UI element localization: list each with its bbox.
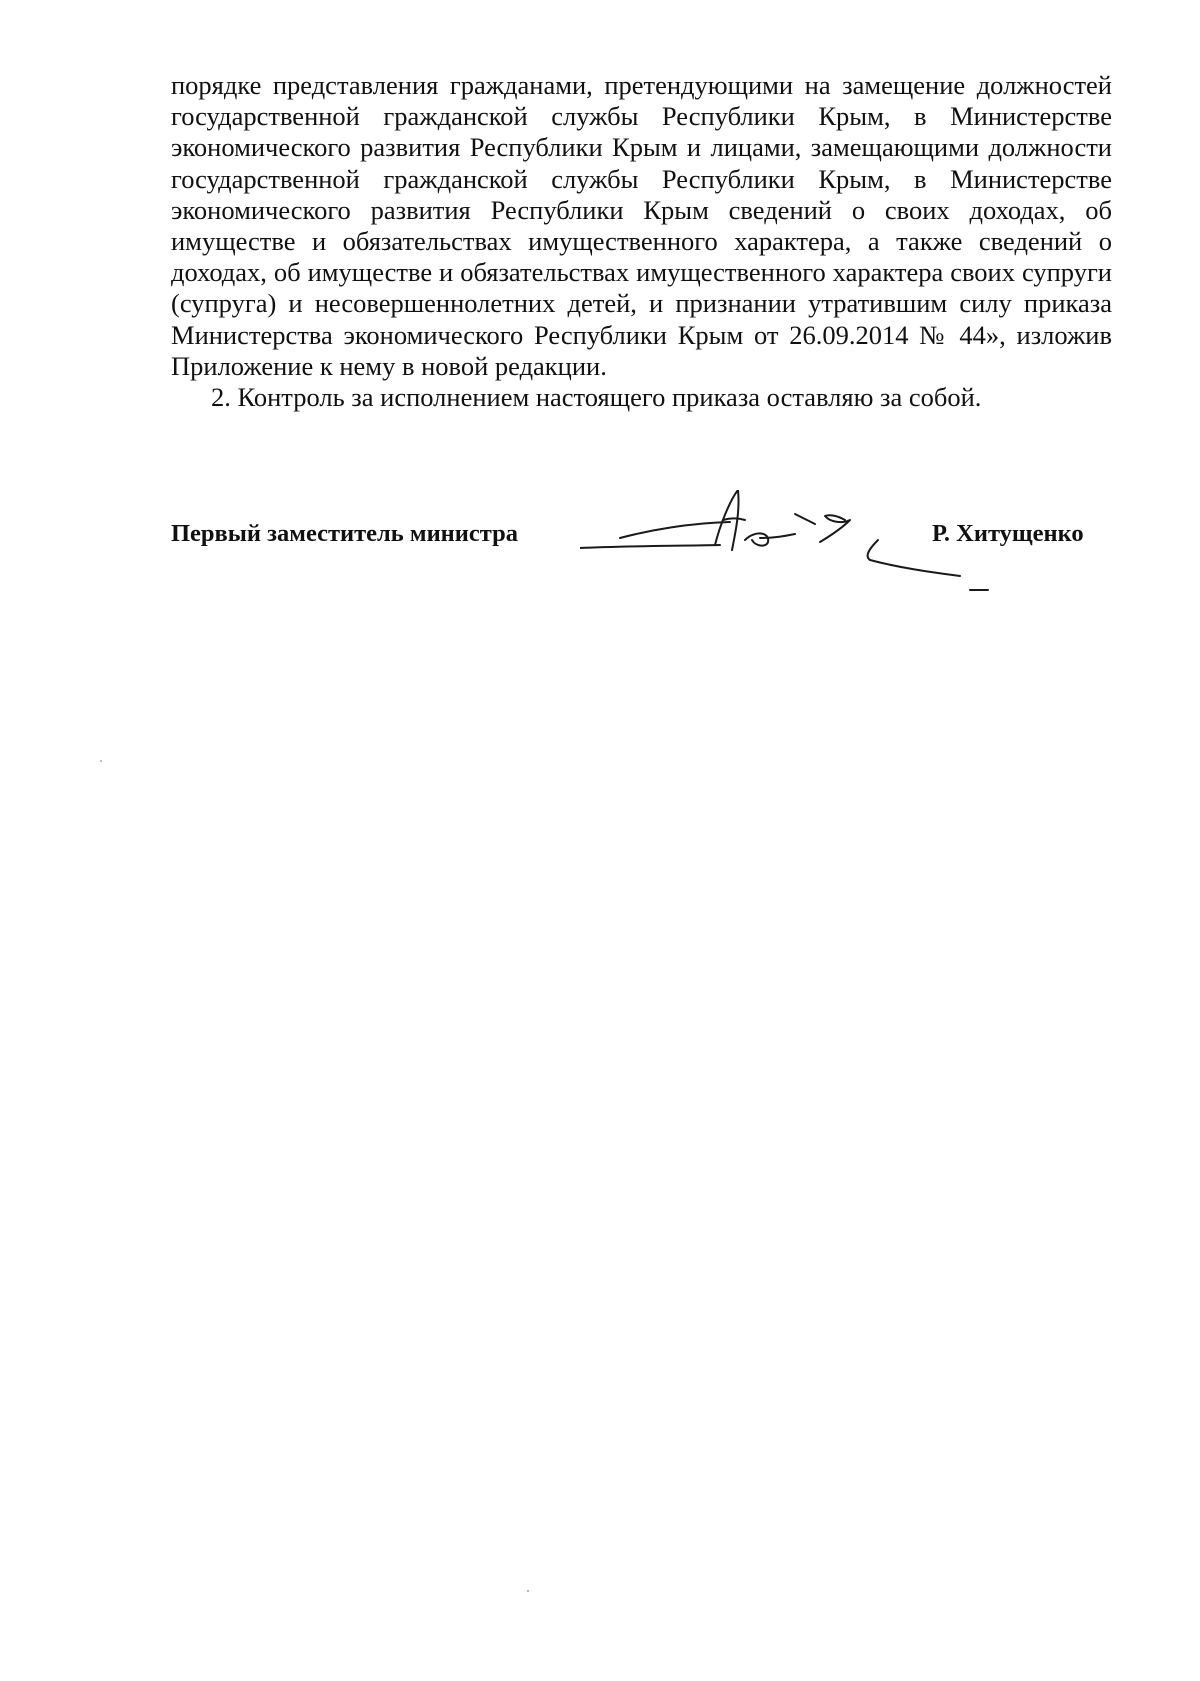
signatory-position: Первый заместитель министра <box>171 520 518 547</box>
document-body <box>171 70 1112 413</box>
scan-speck <box>527 1590 529 1592</box>
paragraph-1-continuation: порядке представления гражданами, претендующими на замещение должностей государственной гражданской службы Республики Крым, в Министерстве экономического развития Республики Крым и лицами, замещающими должности государственной гражданской службы Республики Крым, в Министерстве экономического развития Республики Крым сведений о своих доходах, об имуществе и обязательствах имущественного характера, а также сведений о доходах, об имуществе и обязательствах имущественного характера своих супруги (супруга) и несовершеннолетних детей, и признании утратившим силу приказа Министерства экономического Республики Крым от 26.09.2014 № 44», изложив Приложение к нему в новой редакции. <box>171 70 1112 381</box>
scan-speck <box>100 760 102 762</box>
handwritten-signature <box>580 490 1100 640</box>
paragraph-2: 2. Контроль за исполнением настоящего приказа оставляю за собой. <box>211 382 982 413</box>
signatory-name: Р. Хитущенко <box>932 520 1084 547</box>
